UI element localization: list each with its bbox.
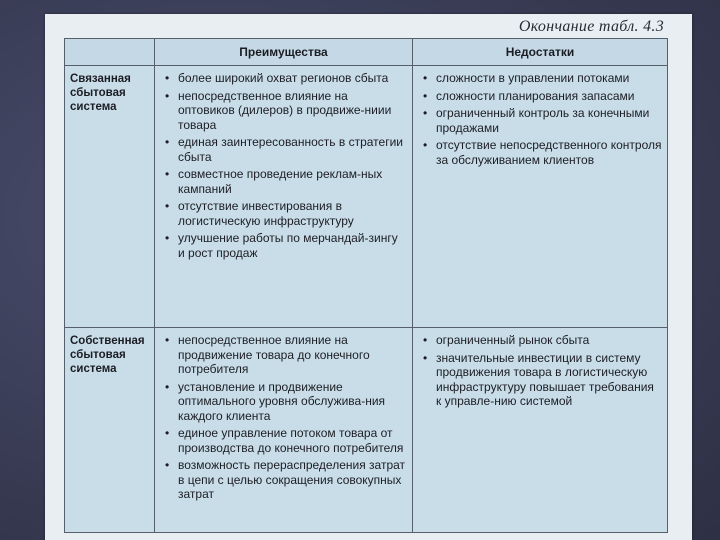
row-title: Связанная сбытовая система xyxy=(65,66,155,328)
row-title: Собственная сбытовая система xyxy=(65,328,155,533)
bullet-icon: • xyxy=(165,167,170,181)
list-item: • отсутствие инвестирования в логистическую инфраструктуру xyxy=(165,199,354,228)
advantages-cell xyxy=(155,328,413,533)
list-item: • сложности планирования запасами xyxy=(423,88,635,103)
table-caption: Окончание табл. 4.3 xyxy=(518,18,664,35)
header-empty-cell xyxy=(65,39,155,66)
comparison-table xyxy=(64,38,668,533)
bullet-icon: • xyxy=(423,333,428,347)
list-item: • сложности в управлении потоками xyxy=(423,71,630,85)
bullet-icon: • xyxy=(423,138,428,152)
bullet-icon: • xyxy=(165,199,170,213)
bullet-icon: • xyxy=(165,426,170,440)
advantages-cell xyxy=(155,66,413,328)
list-item: • непосредственное влияние на оптовиков (дилеров) в продвиже-ниии товара xyxy=(165,88,392,132)
bullet-icon: • xyxy=(423,88,428,103)
bullet-icon: • xyxy=(423,71,428,85)
header-disadvantages: Недостатки xyxy=(413,39,668,66)
list-item: • единая заинтересованность в стратегии сбыта xyxy=(165,135,403,164)
disadvantages-cell xyxy=(413,66,668,328)
bullet-icon: • xyxy=(423,350,428,365)
list-item: • установление и продвижение оптимального уровня обслужива-ния каждого клиента xyxy=(165,379,386,423)
list-item: • значительные инвестиции в систему продвижения товара в логистическую инфраструктуру повышает требования к управле-нию системой xyxy=(423,350,654,408)
table-header-row xyxy=(65,39,668,66)
table-row xyxy=(65,66,668,328)
bullet-icon: • xyxy=(165,458,170,472)
disadvantages-cell xyxy=(413,328,668,533)
list-item: • ограниченный рынок сбыта xyxy=(423,333,590,347)
bullet-icon: • xyxy=(423,106,428,120)
textbook-page-photo xyxy=(45,14,692,540)
bullet-icon: • xyxy=(165,88,170,103)
list-item: • улучшение работы по мерчандай-зингу и рост продаж xyxy=(165,231,398,260)
table-row xyxy=(65,328,668,533)
list-item: • непосредственное влияние на продвижение товара до конечного потребителя xyxy=(165,333,370,376)
header-advantages: Преимущества xyxy=(155,39,413,66)
list-item: • совместное проведение реклам-ных кампаний xyxy=(165,167,383,196)
list-item: • единое управление потоком товара от производства до конечного потребителя xyxy=(165,426,404,455)
list-item: • более широкий охват регионов сбыта xyxy=(165,71,389,85)
bullet-icon: • xyxy=(165,71,170,85)
list-item: • возможность перераспределения затрат в цепи с целью сокращения совокупных затрат xyxy=(165,458,406,501)
list-item: • ограниченный контроль за конечными продажами xyxy=(423,106,650,135)
bullet-icon: • xyxy=(165,333,170,347)
bullet-icon: • xyxy=(165,231,170,245)
list-item: • отсутствие непосредственного контроля за обслуживанием клиентов xyxy=(423,138,662,167)
bullet-icon: • xyxy=(165,379,170,394)
bullet-icon: • xyxy=(165,135,170,149)
